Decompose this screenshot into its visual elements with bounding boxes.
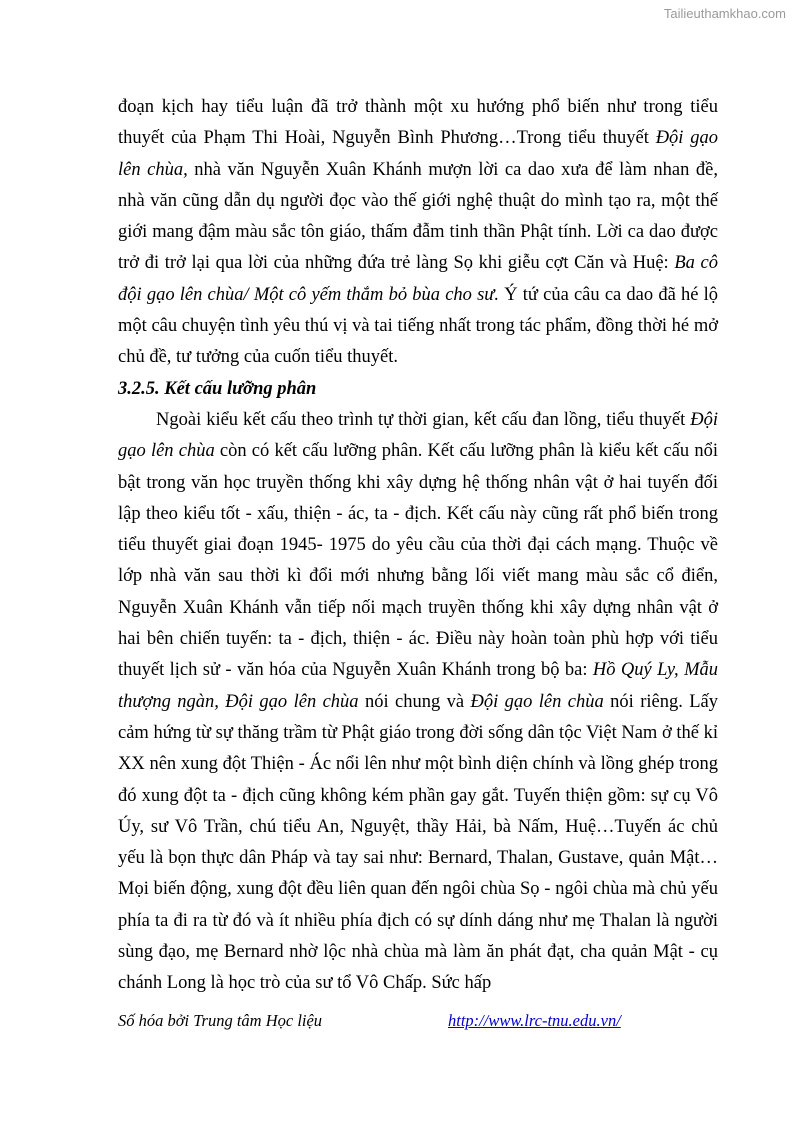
text-run: còn có kết cấu lưỡng phân. Kết cấu lưỡng phân là kiểu kết cấu nổi bật trong văn học truyền thống khi xây dựng hệ thống nhân vật ở hai tuyến đối lập theo kiểu tốt - xấu, thiện - ác, ta - địch. Kết cấu này cũng rất phổ biến trong tiểu thuyết giai đoạn 1945- 1975 do yêu cầu của thời đại cách mạng. Thuộc về lớp nhà văn sau thời kì đổi mới nhưng bằng lối viết mang màu sắc cổ điển, Nguyễn Xuân Khánh vẫn tiếp nối mạch truyền thống khi xây dựng nhân vật ở hai bên chiến tuyến: ta - địch, thiện - ác. Điều này hoàn toàn phù hợp với tiểu thuyết lịch sử - văn hóa của Nguyễn Xuân Khánh trong bộ ba: bbox=[118, 441, 718, 681]
text-run: Ý tứ của câu ca dao đã hé lộ một câu chuyện tình yêu thú vị và tai tiếng nhất trong tác phẩm, đồng thời hé mở chủ đề, tư tưởng của cuốn tiểu thuyết. bbox=[118, 284, 718, 368]
italic-title: Đội gạo lên chùa bbox=[470, 691, 604, 712]
text-run: nói riêng. Lấy cảm hứng từ sự thăng trầm từ Phật giáo trong đời sống dân tộc Việt Nam ở thế kỉ XX nên xung đột Thiện - Ác nổi lên như một bình diện chính và lồng ghép trong đó xung đột ta - địch cũng không kém phần gay gắt. Tuyến thiện gồm: sự cụ Vô Úy, sư Vô Trần, chú tiểu An, Nguyệt, thầy Hải, bà Nấm, Huệ…Tuyến ác chủ yếu là bọn thực dân Pháp và tay sai như: Bernard, Thalan, Gustave, quản Mật…Mọi biến động, xung đột đều liên quan đến ngôi chùa Sọ - ngôi chùa mà chủ yếu phía ta đi ra từ đó và ít nhiều phía địch có sự dính dáng như mẹ Thalan là người sùng đạo, mẹ Bernard nhờ lộc nhà chùa mà làm ăn phát đạt, cha quản Mật - cụ chánh Long là học trò của sư tổ Vô Chấp. Sức hấp bbox=[118, 691, 719, 994]
watermark: Tailieuthamkhao.com bbox=[663, 6, 786, 21]
italic-title: Hồ Quý Ly, Mẫu thượng ngàn, Đội gạo lên chùa bbox=[118, 660, 718, 712]
document-body bbox=[118, 92, 718, 1000]
text-run: nói chung và bbox=[358, 691, 471, 712]
paragraph bbox=[118, 405, 718, 1000]
section-heading: 3.2.5. Kết cấu lưỡng phân bbox=[118, 378, 317, 399]
footer-credit: Số hóa bởi Trung tâm Học liệu bbox=[118, 1011, 323, 1030]
text-run: nhà văn Nguyễn Xuân Khánh mượn lời ca dao xưa để làm nhan đề, nhà văn cũng dẫn dụ người đọc vào thế giới nghệ thuật do mình tạo ra, một thế giới mang đậm màu sắc tôn giáo, thấm đẫm tinh thần Phật tính. Lời ca dao được trở đi trở lại qua lời của những đứa trẻ làng Sọ khi giễu cợt Căn và Huệ: bbox=[118, 159, 718, 274]
italic-title: Đội gạo lên chùa, bbox=[118, 128, 719, 180]
text-run: đoạn kịch hay tiểu luận đã trở thành một xu hướng phổ biến như trong tiểu thuyết của Phạm Thi Hoài, Nguyễn Bình Phương…Trong tiểu thuyết bbox=[118, 97, 718, 149]
italic-quote: Ba cô đội gạo lên chùa/ Một cô yếm thắm bỏ bùa cho sư. bbox=[118, 253, 718, 305]
paragraph bbox=[118, 92, 718, 374]
text-run: Ngoài kiểu kết cấu theo trình tự thời gian, kết cấu đan lồng, tiểu thuyết bbox=[156, 409, 691, 430]
footer-link[interactable]: http://www.lrc-tnu.edu.vn/ bbox=[448, 1011, 621, 1030]
italic-title: Đội gạo lên chùa bbox=[118, 409, 718, 462]
